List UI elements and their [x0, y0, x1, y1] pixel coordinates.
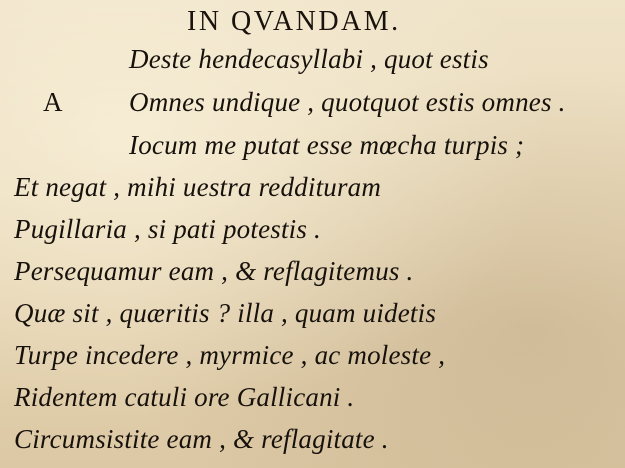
poem-title: IN QVANDAM. [187, 6, 401, 37]
verse-line-3: Iocum me putat esse mœcha turpis ; [129, 130, 525, 160]
verse-line-9: Ridentem catuli ore Gallicani . [14, 382, 355, 412]
verse-line-10: Circumsistite eam , & reflagitate . [14, 424, 389, 454]
verse-line-2: Omnes undique , quotquot estis omnes . [129, 87, 566, 117]
verse-line-4: Et negat , mihi uestra reddituram [14, 172, 382, 202]
verse-line-1: Deste hendecasyllabi , quot estis [129, 44, 489, 74]
verse-line-7: Quæ sit , quæritis ? illa , quam uidetis [14, 298, 437, 328]
verse-line-5: Pugillaria , si pati potestis . [14, 214, 321, 244]
signature-mark: A [43, 87, 63, 117]
verse-line-8: Turpe incedere , myrmice , ac moleste , [14, 340, 446, 370]
verse-line-6: Persequamur eam , & reflagitemus . [14, 256, 414, 286]
